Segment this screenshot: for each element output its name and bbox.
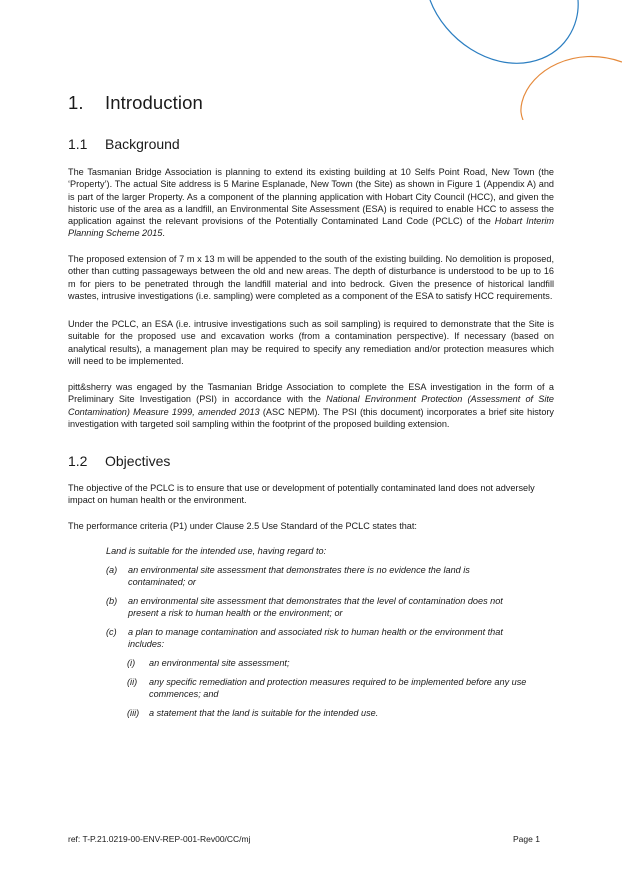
- objectives-paragraph-2: The performance criteria (P1) under Clause 2.5 Use Standard of the PCLC states that:: [68, 521, 417, 531]
- decorative-orange-arc: [521, 57, 622, 120]
- sub-list-item: (ii) any specific remediation and protection measures required to be implemented before any use commences; and: [127, 677, 527, 700]
- background-paragraph-1: The Tasmanian Bridge Association is planning to extend its existing building at 10 Selfs Point Road, New Town (the ‘Property’). The actual Site address is 5 Marine Esplanade, New Town (the Site) as shown in Figure 1 (Appendix A) and is part of the larger Property. As a component of the planning application with Hobart City Council (HCC), and given the historic use of the area as a landfill, an Environmental Site Assessment (ESA) is required to enable HCC to assess the application against the relevant provisions of the Potentially Contaminated Land Code (PCLC) of the Hobart Interim Planning Scheme 2015.: [68, 167, 555, 239]
- page-number: Page 1: [513, 834, 540, 844]
- objectives-heading: [68, 453, 170, 469]
- quote-intro: Land is suitable for the intended use, having regard to:: [106, 546, 327, 556]
- section-title: Introduction: [105, 92, 203, 113]
- section-number: 1.: [68, 92, 84, 113]
- background-heading: [68, 136, 180, 152]
- background-paragraph-2: The proposed extension of 7 m x 13 m will be appended to the south of the existing building. No demolition is proposed, other than cutting passageways between the old and new areas. The depth of disturbance is understood to be up to 16 m for piers to be penetrated through the landfill material and into bedrock. Given the presence of historical landfill wastes, intrusive investigations (i.e. sampling) were completed as a component of the ESA to satisfy HCC requirements.: [68, 254, 554, 301]
- objectives-title: Objectives: [105, 453, 171, 469]
- background-title: Background: [105, 136, 180, 152]
- background-paragraph-4: pitt&sherry was engaged by the Tasmanian Bridge Association to complete the ESA investigation in the form of a Preliminary Site Investigation (PSI) in accordance with the National Environment Protection (Assessment of Site Contamination) Measure 1999, amended 2013 (ASC NEPM). The PSI (this document) incorporates a brief site history investigation with targeted soil sampling within the footprint of the proposed building extension.: [68, 382, 554, 429]
- background-paragraph-3: Under the PCLC, an ESA (i.e. intrusive investigations such as soil sampling) is required to demonstrate that the Site is suitable for the proposed use and excavation works (from a contamination perspective). If necessary (based on analytical results), a management plan may be required to specify any remediation and/or protection measures which will need to be implemented.: [68, 319, 554, 366]
- sub-list-item: (i) an environmental site assessment;: [127, 658, 290, 668]
- section-heading: [68, 92, 203, 114]
- list-item: (b) an environmental site assessment that demonstrates that the level of contamination does not present a risk to human health or the environment; or: [106, 596, 503, 619]
- objectives-paragraph-1: The objective of the PCLC is to ensure that use or development of potentially contaminated land does not adversely impact on human health or the environment.: [68, 483, 535, 506]
- background-number: 1.1: [68, 136, 88, 152]
- decorative-blue-arc: [430, 0, 578, 63]
- footer-reference: ref: T-P.21.0219-00-ENV-REP-001-Rev00/CC/mj: [68, 834, 251, 844]
- list-item: (c) a plan to manage contamination and associated risk to human health or the environment that includes:: [106, 627, 503, 650]
- sub-list-item: (iii) a statement that the land is suitable for the intended use.: [127, 708, 379, 718]
- list-item: (a) an environmental site assessment that demonstrates there is no evidence the land is contaminated; or: [106, 565, 470, 588]
- objectives-number: 1.2: [68, 453, 88, 469]
